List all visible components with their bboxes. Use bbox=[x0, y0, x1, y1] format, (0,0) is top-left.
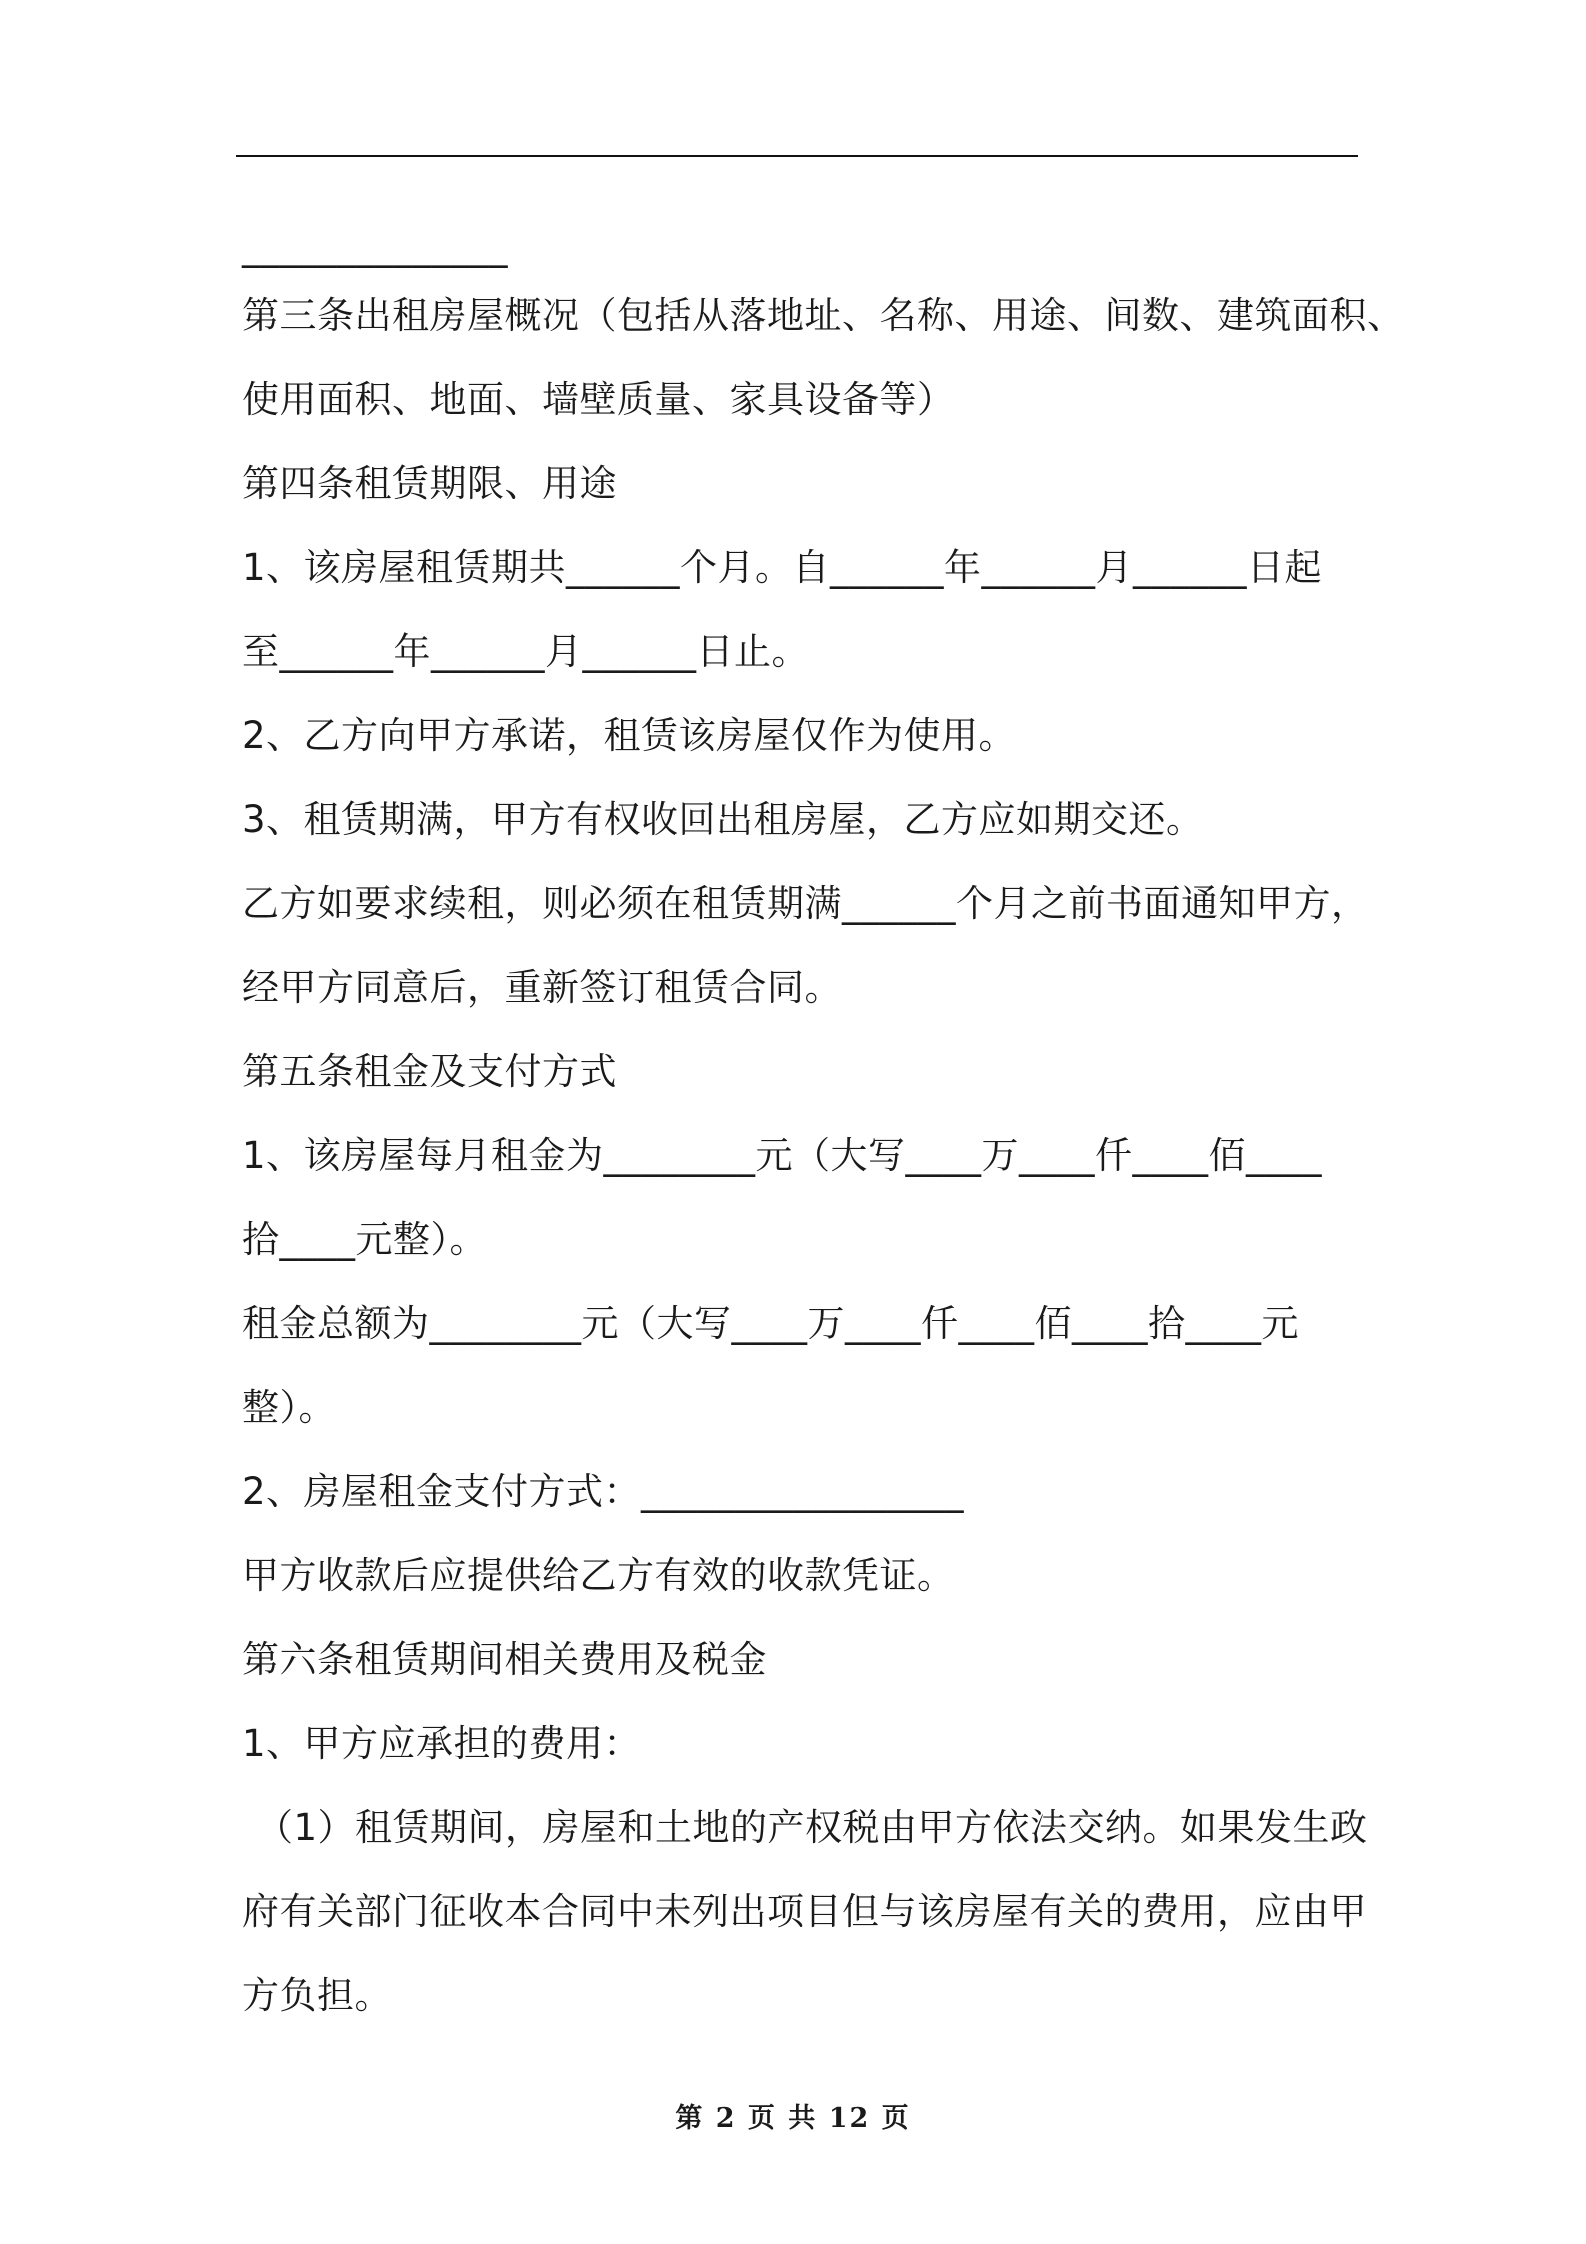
paragraph-line: 1、甲方应承担的费用： bbox=[242, 1722, 642, 1765]
paragraph-line: 使用面积、地面、墙壁质量、家具设备等） bbox=[242, 378, 955, 421]
paragraph-line: （1）租赁期间，房屋和土地的产权税由甲方依法交纳。如果发生政 bbox=[256, 1806, 1368, 1849]
paragraph-line: 甲方收款后应提供给乙方有效的收款凭证。 bbox=[242, 1554, 955, 1597]
paragraph-line: 整）。 bbox=[242, 1386, 336, 1429]
blank-line: ______________ bbox=[242, 225, 508, 268]
paragraph-line: 1、该房屋租赁期共______个月。自______年______月______日起 bbox=[242, 546, 1323, 589]
paragraph-line: 第三条出租房屋概况（包括从落地址、名称、用途、间数、建筑面积、 bbox=[242, 294, 1405, 337]
paragraph-line: 府有关部门征收本合同中未列出项目但与该房屋有关的费用，应由甲 bbox=[242, 1890, 1367, 1933]
paragraph-line: 方负担。 bbox=[242, 1974, 392, 2017]
paragraph-line: 乙方如要求续租，则必须在租赁期满______个月之前书面通知甲方， bbox=[242, 882, 1369, 925]
section-heading: 第四条租赁期限、用途 bbox=[242, 462, 617, 505]
paragraph-line: 3、租赁期满，甲方有权收回出租房屋，乙方应如期交还。 bbox=[242, 798, 1204, 841]
paragraph-line: 租金总额为________元（大写____万____仟____佰____拾____元 bbox=[242, 1302, 1299, 1345]
section-heading: 第五条租金及支付方式 bbox=[242, 1050, 617, 1093]
paragraph-line: 2、房屋租金支付方式：_________________ bbox=[242, 1470, 965, 1513]
paragraph-line: 经甲方同意后，重新签订租赁合同。 bbox=[242, 966, 842, 1009]
section-heading: 第六条租赁期间相关费用及税金 bbox=[242, 1638, 767, 1681]
page-number-footer: 第 2 页 共 12 页 bbox=[675, 2103, 911, 2134]
document-body bbox=[242, 220, 1405, 2038]
header-rule bbox=[236, 155, 1358, 157]
paragraph-line: 1、该房屋每月租金为________元（大写____万____仟____佰____ bbox=[242, 1134, 1323, 1177]
paragraph-line: 拾____元整）。 bbox=[242, 1218, 487, 1261]
paragraph-line: 至______年______月______日止。 bbox=[242, 630, 809, 673]
paragraph-line: 2、乙方向甲方承诺，租赁该房屋仅作为使用。 bbox=[242, 714, 1017, 757]
